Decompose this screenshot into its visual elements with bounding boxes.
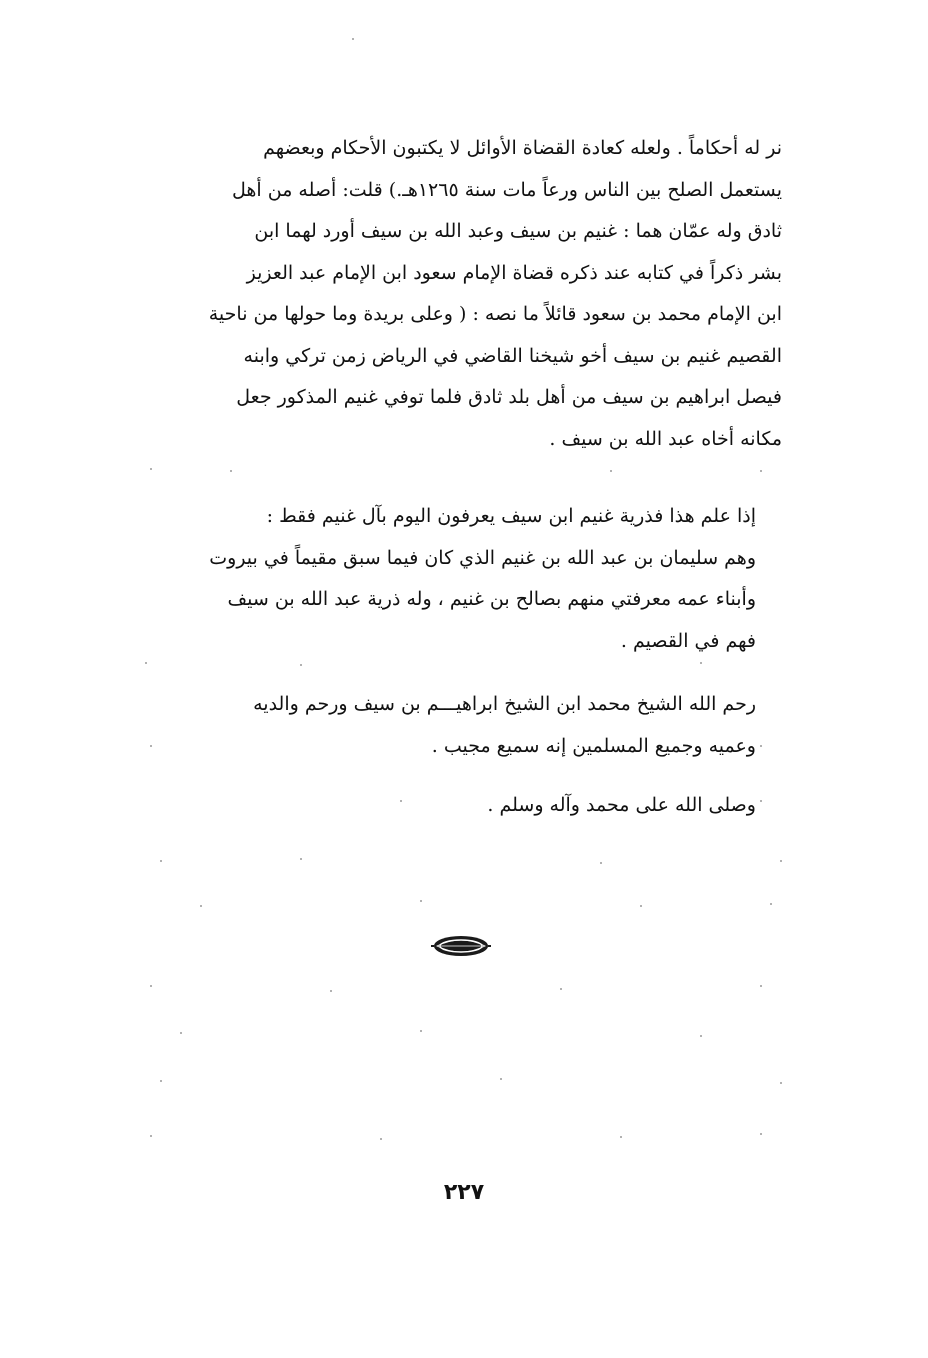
paragraph-3 [140, 684, 782, 767]
scan-speck [610, 470, 612, 472]
paragraph-line: ابن الإمام محمد بن سعود قائلاً ما نصه : ( وعلى بريدة وما حولها من ناحية [208, 303, 782, 325]
scan-speck [300, 858, 302, 860]
scan-speck [300, 664, 302, 666]
scan-speck [700, 1035, 702, 1037]
paragraph-line: وصلى الله على محمد وآله وسلم . [487, 794, 756, 816]
scan-speck [352, 38, 354, 40]
scan-speck [760, 1133, 762, 1135]
scan-speck [330, 990, 332, 992]
paragraph-line: بشر ذكراً في كتابه عند ذكره قضاة الإمام سعود ابن الإمام عبد العزيز [246, 261, 782, 284]
scan-speck [760, 985, 762, 987]
paragraph-line: القصيم غنيم بن سيف أخو شيخنا القاضي في الرياض زمن تركي وابنه [243, 344, 782, 367]
scan-speck [230, 470, 232, 472]
paragraph-line: فهم في القصيم . [620, 629, 756, 652]
paragraph-line: ثادق وله عمّان هما : غنيم بن سيف وعبد الله بن سيف أورد لهما ابن [254, 220, 782, 242]
decorative-ornament-icon [431, 932, 491, 960]
paragraph-line: وعميه وجميع المسلمين إنه سميع مجيب . [431, 734, 756, 757]
scan-speck [780, 860, 782, 862]
paragraph-line: وأبناء عمه معرفتي منهم بصالح بن غنيم ، وله ذرية عبد الله بن سيف [227, 588, 756, 610]
scan-speck [600, 862, 602, 864]
scan-speck [760, 800, 762, 802]
scan-speck [500, 1078, 502, 1080]
scan-speck [200, 905, 202, 907]
scan-speck [150, 985, 152, 987]
scan-speck [420, 900, 422, 902]
paragraph-line: يستعمل الصلح بين الناس ورعاً مات سنة ١٢٦٥هـ.) قلت: أصله من أهل [232, 178, 782, 201]
paragraph-line: مكانه أخاه عبد الله بن سيف . [549, 427, 782, 450]
page-number: ٢٢٧ [443, 1180, 485, 1205]
scan-speck [770, 903, 772, 905]
scan-speck [380, 1138, 382, 1140]
scan-speck [145, 662, 147, 664]
scan-speck [700, 662, 702, 664]
paragraph-2 [140, 496, 782, 662]
paragraph-4 [140, 785, 782, 827]
paragraph-line: فيصل ابراهيم بن سيف من أهل بلد ثادق فلما توفي غنيم المذكور جعل [236, 386, 782, 408]
scan-speck [760, 470, 762, 472]
scan-speck [640, 905, 642, 907]
scan-speck [160, 860, 162, 862]
paragraph-line: إذا علم هذا فذرية غنيم ابن سيف يعرفون اليوم بآل غنيم فقط : [266, 505, 756, 527]
scan-speck [400, 800, 402, 802]
scan-speck [420, 1030, 422, 1032]
scan-speck [560, 988, 562, 990]
paragraph-line: وهم سليمان بن عبد الله بن غنيم الذي كان فيما سبق مقيماً في بيروت [209, 546, 756, 569]
paragraph-line: نر له أحكاماً . ولعله كعادة القضاة الأوائل لا يكتبون الأحكام وبعضهم [263, 137, 782, 159]
scan-speck [760, 745, 762, 747]
paragraph-line: رحم الله الشيخ محمد ابن الشيخ ابراهيـــم بن سيف ورحم والديه [253, 693, 756, 715]
scan-speck [150, 468, 152, 470]
scan-speck [780, 1082, 782, 1084]
scan-speck [150, 745, 152, 747]
paragraph-1 [140, 128, 782, 460]
scan-speck [150, 1135, 152, 1137]
scan-speck [620, 1136, 622, 1138]
scan-speck [160, 1080, 162, 1082]
scan-speck [180, 1032, 182, 1034]
